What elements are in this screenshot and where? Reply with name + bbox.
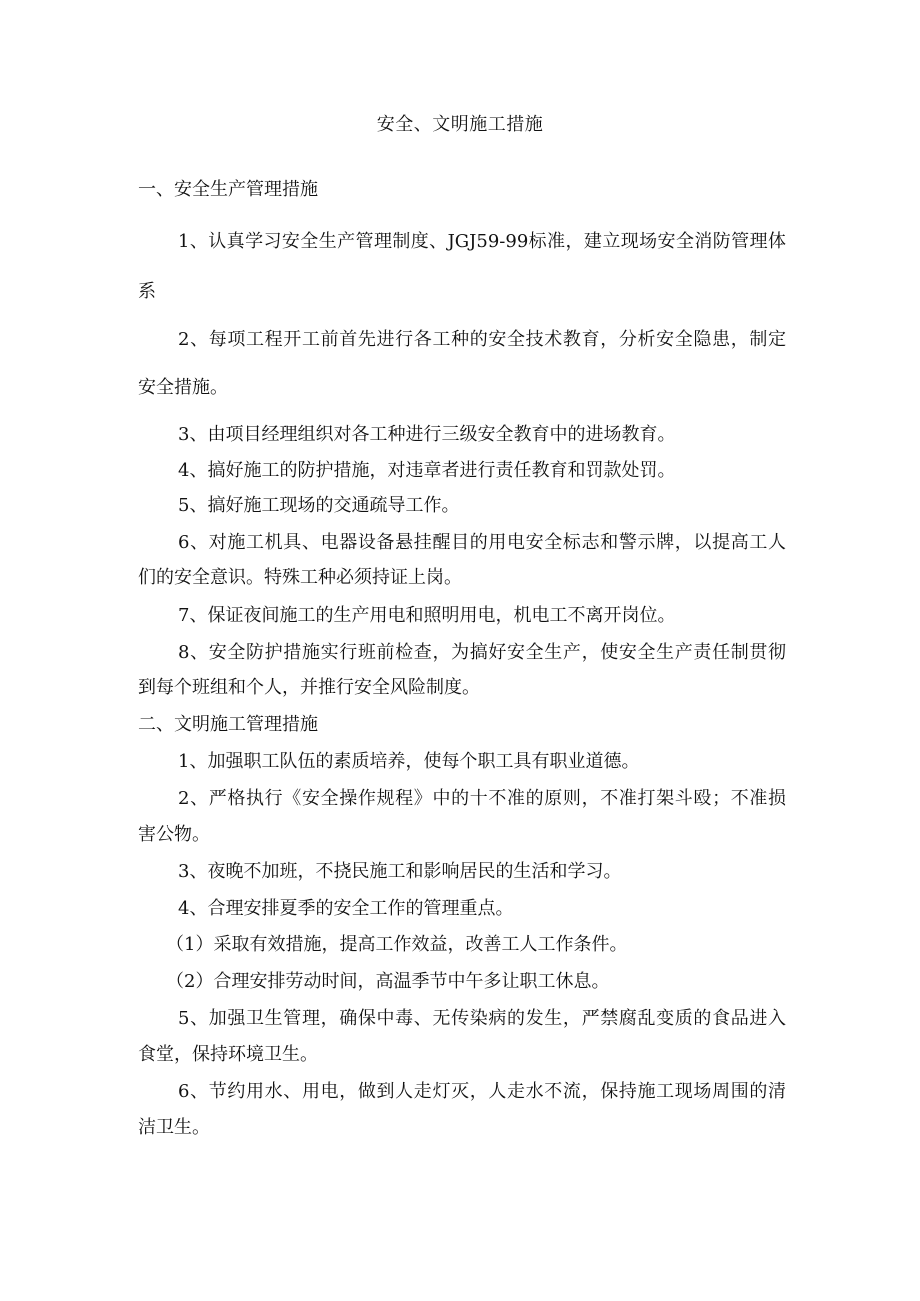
section-heading-safety: 一、安全生产管理措施 bbox=[138, 179, 318, 200]
section-heading-civilized: 二、文明施工管理措施 bbox=[138, 714, 318, 735]
paragraph-line: 3、由项目经理组织对各工种进行三级安全教育中的进场教育。 bbox=[178, 424, 676, 445]
paragraph-line: （2）合理安排劳动时间，高温季节中午多让职工休息。 bbox=[166, 971, 610, 992]
paragraph-line: 食堂，保持环境卫生。 bbox=[138, 1044, 318, 1065]
paragraph-line: 系 bbox=[138, 281, 156, 302]
paragraph-line: 5、加强卫生管理，确保中毒、无传染病的发生，严禁腐乱变质的食品进入 bbox=[178, 1008, 786, 1029]
paragraph-line: 2、每项工程开工前首先进行各工种的安全技术教育，分析安全隐患，制定 bbox=[178, 329, 786, 350]
paragraph-line: 安全措施。 bbox=[138, 377, 228, 398]
paragraph-line: 5、搞好施工现场的交通疏导工作。 bbox=[178, 495, 460, 516]
paragraph-line: 3、夜晚不加班，不挠民施工和影响居民的生活和学习。 bbox=[178, 861, 622, 882]
paragraph-line: 4、搞好施工的防护措施，对违章者进行责任教育和罚款处罚。 bbox=[178, 460, 676, 481]
paragraph-line: 7、保证夜间施工的生产用电和照明用电，机电工不离开岗位。 bbox=[178, 605, 676, 626]
paragraph-line: 1、加强职工队伍的素质培养，使每个职工具有职业道德。 bbox=[178, 751, 640, 772]
paragraph-line: 们的安全意识。特殊工种必须持证上岗。 bbox=[138, 567, 462, 588]
paragraph-line: 4、合理安排夏季的安全工作的管理重点。 bbox=[178, 898, 514, 919]
paragraph-line: 6、对施工机具、电器设备悬挂醒目的用电安全标志和警示牌，以提高工人 bbox=[178, 532, 786, 553]
paragraph-line: 1、认真学习安全生产管理制度、JGJ59-99标准，建立现场安全消防管理体 bbox=[178, 231, 786, 252]
paragraph-line: 害公物。 bbox=[138, 824, 210, 845]
paragraph-line: （1）采取有效措施，提高工作效益，改善工人工作条件。 bbox=[166, 934, 628, 955]
document-title: 安全、文明施工措施 bbox=[376, 114, 544, 135]
paragraph-line: 洁卫生。 bbox=[138, 1117, 210, 1138]
paragraph-line: 8、安全防护措施实行班前检查，为搞好安全生产，使安全生产责任制贯彻 bbox=[178, 642, 786, 663]
paragraph-line: 2、严格执行《安全操作规程》中的十不准的原则，不准打架斗殴；不准损 bbox=[178, 788, 786, 809]
paragraph-line: 到每个班组和个人，并推行安全风险制度。 bbox=[138, 677, 480, 698]
paragraph-line: 6、节约用水、用电，做到人走灯灭，人走水不流，保持施工现场周围的清 bbox=[178, 1081, 786, 1102]
